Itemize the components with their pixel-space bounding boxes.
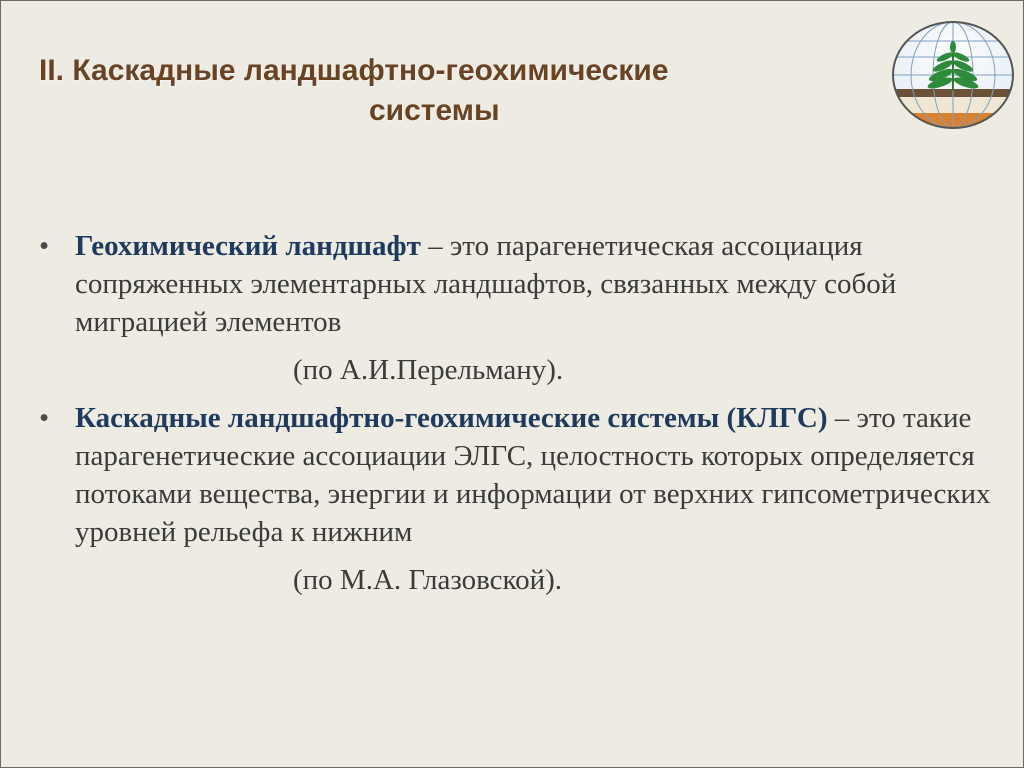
bullet-term: Геохимический ландшафт <box>75 230 421 262</box>
bullet-item <box>39 227 999 389</box>
bullet-marker: • <box>39 402 50 434</box>
title-line-2: системы <box>369 94 500 127</box>
bullet-marker: • <box>39 230 50 262</box>
slide-title <box>39 51 879 131</box>
bullet-source: (по М.А. Глазовской). <box>293 564 563 596</box>
bullet-source: (по А.И.Перельману). <box>293 354 564 386</box>
globe-with-plant-icon <box>889 17 1017 133</box>
title-line-1: II. Каскадные ландшафтно-геохимические <box>39 54 669 87</box>
bullet-text: – это такие парагенетические ассоциации ЭЛГС, целостность которых определяется потоками вещества, энергии и информации от верхних гипсометрических уровней рельефа к нижним <box>75 402 991 548</box>
bullet-text: – это парагенетическая ассоциация сопряженных элементарных ландшафтов, связанных между собой миграцией элементов <box>75 230 897 338</box>
bullet-list <box>39 227 999 599</box>
bullet-term: Каскадные ландшафтно-геохимические системы (КЛГС) <box>75 402 828 434</box>
bullet-item <box>39 399 999 599</box>
